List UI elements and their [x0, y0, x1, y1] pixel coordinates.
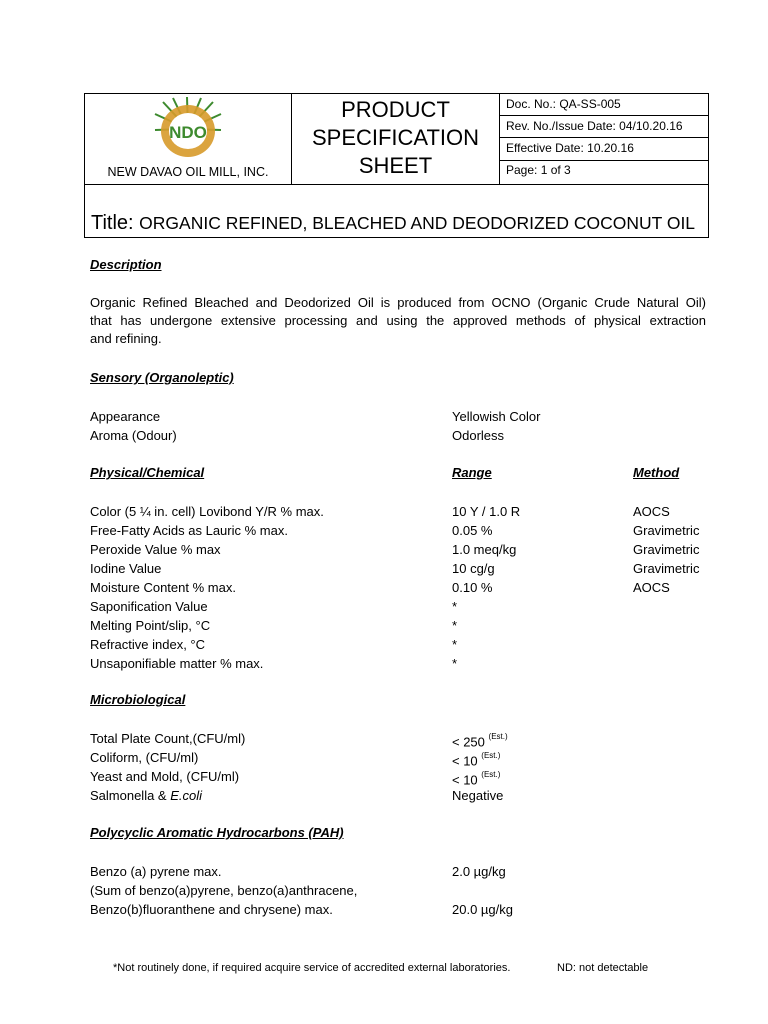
- title-label: Title:: [91, 212, 134, 234]
- micro-value: Negative: [452, 788, 504, 803]
- document-title: [91, 212, 695, 235]
- micro-value-note: (Est.): [488, 732, 508, 741]
- pah-value: 20.0 µg/kg: [452, 902, 513, 917]
- micro-heading: Microbiological: [90, 692, 186, 707]
- micro-param: Coliform, (CFU/ml): [90, 750, 199, 765]
- sensory-param: Appearance: [90, 409, 161, 424]
- physical-param: Free-Fatty Acids as Lauric % max.: [90, 523, 288, 538]
- header-divider: [499, 160, 708, 161]
- sheet-title-line: SPECIFICATION: [311, 125, 480, 150]
- company-logo: [151, 96, 225, 162]
- header-divider: [499, 94, 500, 184]
- range-heading: Range: [452, 465, 492, 480]
- physical-param: Unsaponifiable matter % max.: [90, 656, 264, 671]
- micro-value-number: < 10: [452, 753, 478, 769]
- header-divider: [499, 137, 708, 138]
- header-divider: [85, 184, 708, 185]
- doc-number: Doc. No.: QA-SS-005: [506, 97, 621, 111]
- method-heading: Method: [633, 465, 680, 480]
- header-divider: [499, 115, 708, 116]
- pah-param: (Sum of benzo(a)pyrene, benzo(a)anthracene,: [90, 883, 358, 898]
- physical-param: Color (5 ¼ in. cell) Lovibond Y/R % max.: [90, 504, 324, 519]
- physical-param: Peroxide Value % max: [90, 542, 221, 557]
- header-table: [84, 93, 709, 238]
- sensory-param: Aroma (Odour): [90, 428, 177, 443]
- sensory-heading: Sensory (Organoleptic): [90, 370, 234, 385]
- sheet-title: [292, 96, 499, 180]
- physical-param: Saponification Value: [90, 599, 208, 614]
- micro-param: Yeast and Mold, (CFU/ml): [90, 769, 240, 784]
- physical-value: 0.10 %: [452, 580, 493, 595]
- micro-value-note: (Est.): [481, 751, 501, 760]
- physical-value: *: [452, 637, 458, 652]
- micro-param: Total Plate Count,(CFU/ml): [90, 731, 246, 746]
- description-line: Organic Refined Bleached and Deodorized Oil is produced from OCNO (Organic Crude Natural Oil): [90, 295, 706, 310]
- physical-method: AOCS: [633, 580, 670, 595]
- micro-value-number: < 10: [452, 772, 478, 788]
- physical-heading: Physical/Chemical: [90, 465, 205, 480]
- footer-nd-note: ND: not detectable: [557, 962, 649, 974]
- sheet-title-line: PRODUCT: [341, 97, 450, 122]
- micro-param-italic: E.coli: [170, 788, 203, 803]
- pah-heading: Polycyclic Aromatic Hydrocarbons (PAH): [90, 825, 344, 840]
- physical-method: Gravimetric: [633, 542, 700, 557]
- description-line: and refining.: [90, 331, 162, 346]
- company-name: NEW DAVAO OIL MILL, INC.: [107, 165, 269, 179]
- effective-date: Effective Date: 10.20.16: [506, 141, 634, 155]
- physical-method: Gravimetric: [633, 523, 700, 538]
- physical-param: Iodine Value: [90, 561, 162, 576]
- page-number: Page: 1 of 3: [506, 163, 571, 177]
- physical-value: 0.05 %: [452, 523, 493, 538]
- physical-method: Gravimetric: [633, 561, 700, 576]
- revision-number: Rev. No./Issue Date: 04/10.20.16: [506, 119, 683, 133]
- pah-param: Benzo(b)fluoranthene and chrysene) max.: [90, 902, 333, 917]
- physical-method: AOCS: [633, 504, 670, 519]
- title-text: ORGANIC REFINED, BLEACHED AND DEODORIZED COCONUT OIL: [139, 213, 696, 233]
- description-heading: Description: [90, 257, 162, 272]
- micro-param-text: Salmonella &: [90, 788, 171, 803]
- pah-param: Benzo (a) pyrene max.: [90, 864, 222, 879]
- physical-value: *: [452, 656, 458, 671]
- sheet-title-line: SHEET: [358, 153, 433, 178]
- physical-value: *: [452, 618, 458, 633]
- physical-value: *: [452, 599, 458, 614]
- sensory-value: Yellowish Color: [452, 409, 541, 424]
- description-body: [90, 294, 706, 348]
- physical-param: Moisture Content % max.: [90, 580, 236, 595]
- sensory-value: Odorless: [452, 428, 505, 443]
- description-line: that has undergone extensive processing and using the approved methods of physical extraction: [90, 313, 706, 328]
- physical-value: 10 cg/g: [452, 561, 495, 576]
- micro-param: [90, 787, 202, 805]
- pah-value: 2.0 µg/kg: [452, 864, 506, 879]
- footer-note: *Not routinely done, if required acquire service of accredited external laboratories.: [113, 962, 511, 974]
- physical-param: Melting Point/slip, °C: [90, 618, 211, 633]
- physical-value: 10 Y / 1.0 R: [452, 504, 521, 519]
- micro-value-note: (Est.): [481, 770, 501, 779]
- micro-value-number: < 250: [452, 734, 485, 750]
- physical-value: 1.0 meq/kg: [452, 542, 517, 557]
- logo-text: NDO: [169, 123, 207, 142]
- physical-param: Refractive index, °C: [90, 637, 206, 652]
